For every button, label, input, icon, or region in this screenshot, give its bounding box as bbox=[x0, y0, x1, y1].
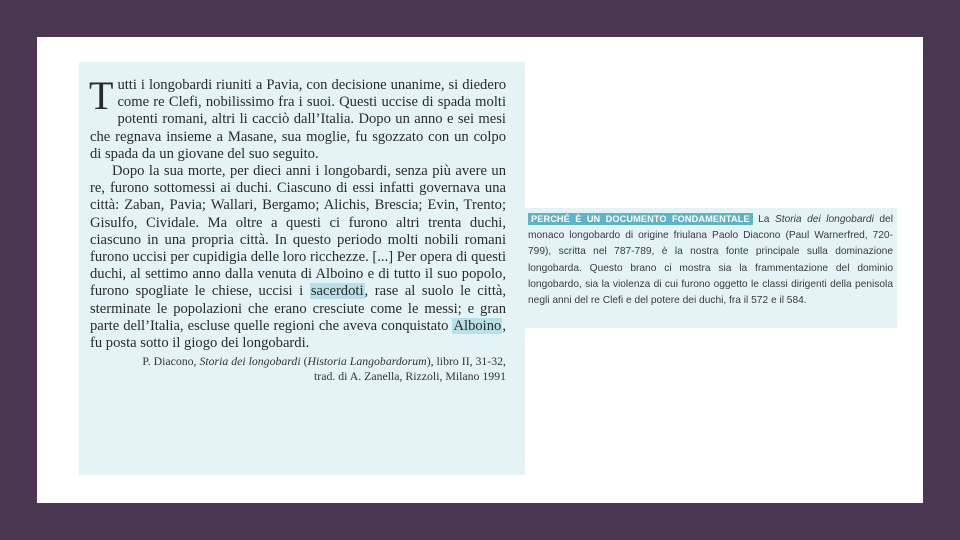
source-citation bbox=[90, 354, 506, 384]
citation-author: P. Diacono, bbox=[142, 354, 197, 369]
note-text: del monaco longobardo di origine friulana Paolo Diacono (Paul Warnerfred, 720-799), scritta nel 787-789, è la nostra fonte principale sulla dominazione longobarda. Questo brano ci mostra sia la frammentazione del dominio longobardo, sia la violenza di cui furono oggetto le classi dirigenti della penisola negli anni del re Clefi e del potere dei duchi, fra il 572 e il 584. bbox=[528, 214, 893, 307]
explanation-note-panel bbox=[524, 208, 897, 328]
note-work-title: Storia dei longobardi bbox=[774, 214, 874, 225]
highlight-alboino: Alboino bbox=[453, 317, 502, 334]
paragraph-2-text-a: Dopo la sua morte, per dieci anni i longobardi, senza più avere un re, furono sottomessi ai duchi. Ciascuno di essi infatti governava una città: Zaban, Pavia; Wallari, Bergamo; Alichis, Brescia; Evin, Trento; Gisulfo, Cividale. Ma oltre a questi ci furono altri trenta duchi, ciascuno in una propria città. In questo periodo molti nobili romani furono uccisi per cupidigia delle loro ricchezze. [...] Per opera di questi duchi, al settimo anno dalla venuta di Alboino e di tutto il suo popolo, furono spogliate le chiese, uccisi i bbox=[90, 163, 506, 300]
citation-line-1 bbox=[90, 354, 506, 369]
highlight-sacerdoti: sacerdoti bbox=[310, 283, 364, 300]
paragraph-1 bbox=[89, 73, 506, 163]
citation-paren-open: ( bbox=[303, 354, 308, 369]
drop-cap: T bbox=[89, 73, 114, 118]
note-badge: PERCHÉ È UN DOCUMENTO FONDAMENTALE bbox=[528, 213, 753, 225]
source-text-panel bbox=[79, 62, 525, 475]
paragraph-2-text-c: , fu posta sotto il giogo dei longobardi. bbox=[90, 317, 506, 352]
historical-passage bbox=[89, 73, 507, 352]
paragraph-2 bbox=[90, 163, 506, 352]
citation-line-2: trad. di A. Zanella, Rizzoli, Milano 1991 bbox=[314, 369, 506, 384]
citation-latin-title: Historia Langobardorum bbox=[307, 354, 427, 369]
paragraph-1-text: utti i longobardi riuniti a Pavia, con decisione unanime, si diedero come re Clefi, nobilissimo fra i suoi. Questi uccise di spada molti potenti romani, altri li cacciò dall’Italia. Dopo un anno e sei mesi che regnava insieme a Masane, sua moglie, fu sgozzato con un colpo di spada da un giovane del suo seguito. bbox=[90, 77, 506, 162]
citation-title: Storia dei longobardi bbox=[199, 354, 301, 369]
slide bbox=[37, 37, 923, 503]
citation-reference: ), libro II, 31-32, bbox=[426, 354, 506, 369]
paragraph-2-text-b: , rase al suolo le città, sterminate le popolazioni che erano cresciute come le messi; e gran parte dell’Italia, escluse quelle regioni che aveva conquistato bbox=[90, 283, 507, 334]
note-intro: La bbox=[758, 214, 770, 225]
